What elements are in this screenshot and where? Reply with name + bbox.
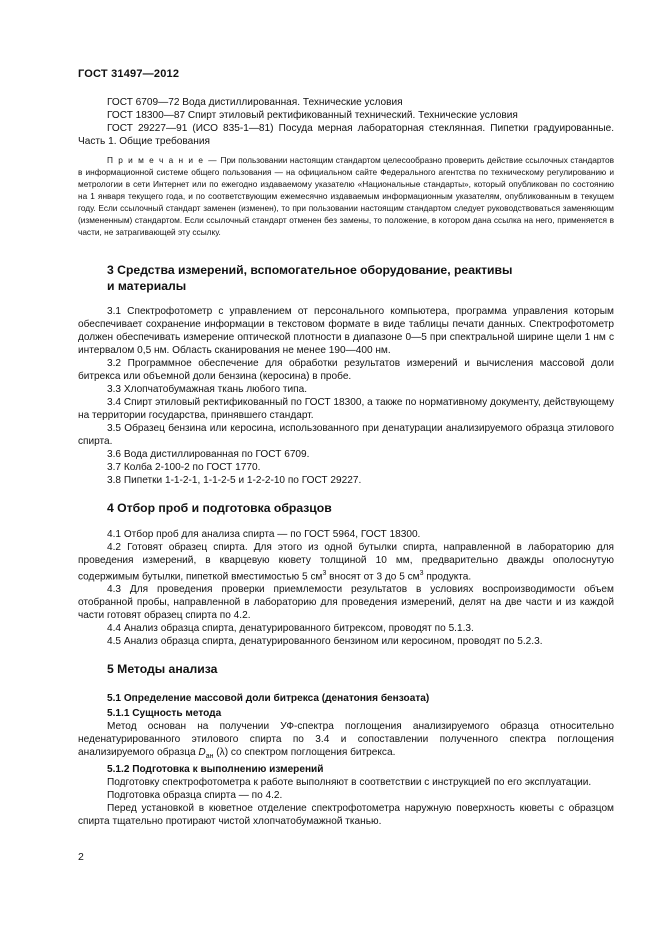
section-3-body [78, 305, 614, 487]
section-3-title-line1: 3 Средства измерений, вспомогательное оборудование, реактивы [107, 263, 513, 277]
paragraph: 4.4 Анализ образца спирта, денатурированного битрексом, проводят по 5.1.3. [107, 623, 474, 635]
paragraph: 4.3 Для проведения проверки приемлемости результатов в условиях воспроизводимости объем отобранной пробы, направленной в лабораторию для проведения измерений, делят на две части и из каждой части готовят образец спирта по 4.2. [78, 584, 614, 622]
paragraph: 3.7 Колба 2-100-2 по ГОСТ 1770. [107, 462, 261, 473]
subsection-5-1-2-heading: 5.1.2 Подготовка к выполнению измерений [107, 764, 324, 776]
reference-item: ГОСТ 29227—91 (ИСО 835-1—81) Посуда мерная лабораторная стеклянная. Пипетки градуированные. Часть 1. Общие требования [78, 123, 614, 147]
section-5-body [78, 692, 614, 828]
subsection-5-1-1-heading: 5.1.1 Сущность метода [107, 708, 222, 719]
paragraph: 3.1 Спектрофотометр с управлением от персонального компьютера, программа управления которым обеспечивает сохранение информации в текстовом формате в виде таблицы печати данных. Спектрофотометр должен обеспечивать измерение оптической плотности в диапазоне 0—5 при спектральной ширине щели 1 нм с интервалом 0,5 нм. Область сканирования не менее 190—400 нм. [78, 306, 614, 356]
paragraph-text: 4.2 Готовят образец спирта. Для этого из одной бутылки спирта, направленной в лабораторию для проведения измерений, в кварцевую кювету толщиной 10 мм, предварительно дважды ополоснутую содержимым бутылки, пипеткой вместимостью 5 см [78, 542, 614, 583]
superscript: 3 [419, 570, 424, 577]
note-block [78, 154, 614, 238]
symbol-d: D [198, 747, 206, 758]
page-header: ГОСТ 31497—2012 [78, 68, 180, 80]
paragraph: 4.1 Отбор проб для анализа спирта — по ГОСТ 5964, ГОСТ 18300. [107, 529, 421, 540]
paragraph: 4.5 Анализ образца спирта, денатурированного бензином или керосином, проводят по 5.2.3. [107, 636, 543, 648]
paragraph: 3.5 Образец бензина или керосина, использованного при денатурации анализируемого образца этилового спирта. [78, 423, 614, 447]
paragraph: 3.8 Пипетки 1-1-2-1, 1-1-2-5 и 1-2-2-10 по ГОСТ 29227. [107, 475, 362, 486]
paragraph: 3.3 Хлопчатобумажная ткань любого типа. [107, 384, 308, 395]
paragraph: 3.4 Спирт этиловый ректификованный по ГОСТ 18300, а также по нормативному документу, действующему на территории государства, принявшего стандарт. [78, 397, 614, 421]
paragraph-text: вносят от 3 до 5 см [326, 571, 420, 583]
reference-item: ГОСТ 6709—72 Вода дистиллированная. Технические условия [107, 97, 403, 108]
page-number: 2 [78, 851, 84, 863]
paragraph-text: Метод основан на получении УФ-спектра поглощения анализируемого образца относительно неденатурированного этилового спирта по 3.4 и сопоставлении полученного спектра поглощения анализируемого образца [78, 721, 614, 758]
reference-item: ГОСТ 18300—87 Спирт этиловый ректификованный технический. Технические условия [107, 110, 518, 121]
paragraph [78, 720, 614, 763]
subsection-5-1-heading: 5.1 Определение массовой доли битрекса (денатония бензоата) [107, 693, 430, 704]
section-3-heading [107, 262, 607, 294]
paragraph: 3.6 Вода дистиллированная по ГОСТ 6709. [107, 449, 310, 460]
paragraph: Подготовку спектрофотометра к работе выполняют в соответствии с инструкцией по его эксплуатации. [107, 777, 592, 789]
paragraph: 3.2 Программное обеспечение для обработки результатов измерений и вычисления массовой доли битрекса или объемной доли бензина (керосина) в пробе. [78, 358, 614, 382]
section-5-heading: 5 Методы анализа [107, 662, 218, 676]
subscript: ан [205, 753, 214, 761]
paragraph: Подготовка образца спирта — по 4.2. [107, 790, 283, 802]
note-text: При пользовании настоящим стандартом целесообразно проверить действие ссылочных стандартов в информационной системе общего пользования — на официальном сайте Федерального агентства по техническому регулированию и метрологии в сети Интернет или по ежегодно издаваемому указателю «Национальные стандарты», который опубликован по состоянию на 1 января текущего года, и по соответствующим ежемесячно издаваемым информационным указателям, опубликованным в текущем году. Если ссылочный стандарт заменен (изменен), то при пользовании настоящим стандартом следует руководствоваться заменяющим (измененным) стандартом. Если ссылочный стандарт отменен без замены, то положение, в котором дана ссылка на него, применяется в части, не затрагивающей эту ссылку. [78, 155, 615, 237]
normative-references [78, 96, 614, 148]
paragraph-text: продукта. [423, 571, 472, 583]
note-label: П р и м е ч а н и е — [107, 155, 218, 165]
paragraph: Перед установкой в кюветное отделение спектрофотометра наружную поверхность кюветы с образцом спирта тщательно протирают чистой хлопчатобумажной тканью. [78, 803, 614, 828]
section-4-body [78, 528, 614, 648]
section-4-heading: 4 Отбор проб и подготовка образцов [107, 501, 332, 515]
section-3-title-line2: и материалы [107, 279, 187, 293]
superscript: 3 [322, 570, 327, 577]
paragraph-text: (λ) со спектром поглощения битрекса. [213, 747, 396, 758]
paragraph [78, 541, 614, 583]
